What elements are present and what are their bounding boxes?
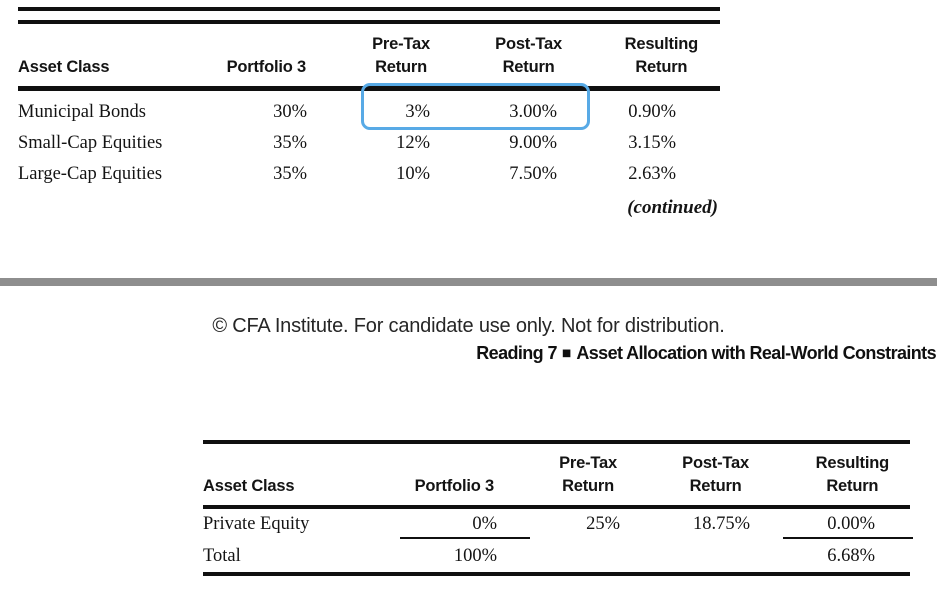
table-cell: 25% (586, 514, 620, 534)
table-cell: 12% (396, 133, 430, 153)
column-header-pre-tax-return (505, 452, 628, 505)
table-cell: 18.75% (692, 514, 750, 534)
column-header-asset-class (18, 56, 210, 86)
header-label: Return (502, 58, 555, 76)
table-cell: Total (203, 545, 241, 566)
table-top-rule-1 (18, 7, 720, 11)
header-label: Return (689, 477, 742, 495)
table-cell: 0% (472, 514, 497, 534)
table-cell: 30% (273, 102, 307, 122)
table-row-private-equity (203, 509, 910, 540)
header-label: Post-Tax (682, 454, 749, 472)
column-header-portfolio-3 (410, 475, 505, 505)
table-row-total (203, 540, 910, 572)
reading-number: Reading 7 (476, 343, 557, 363)
table-cell: Private Equity (203, 514, 310, 534)
column-header-asset-class (203, 475, 410, 505)
column-header-pre-tax-return (312, 33, 435, 86)
subtotal-rule-resulting (783, 537, 913, 539)
column-header-resulting-return (562, 33, 720, 86)
table-cell: 3.15% (628, 133, 676, 153)
continued-label: (continued) (627, 197, 718, 218)
table-cell: Municipal Bonds (18, 102, 146, 122)
header-label: Portfolio 3 (414, 477, 494, 495)
table-cell: 9.00% (509, 133, 557, 153)
square-bullet-icon: ■ (561, 348, 572, 359)
table-row-small-cap-equities (18, 128, 720, 159)
header-label: Return (826, 477, 879, 495)
bottom-table (203, 437, 910, 582)
table-cell: 100% (453, 545, 497, 566)
table-cell: 3% (405, 102, 430, 122)
header-label: Post-Tax (495, 35, 562, 53)
highlight-box (361, 83, 590, 130)
column-header-resulting-return (758, 452, 910, 505)
column-header-post-tax-return (628, 452, 758, 505)
bottom-table-header-row (203, 444, 910, 505)
table-cell: 6.68% (827, 545, 875, 566)
header-label: Asset Class (18, 58, 110, 76)
table-cell: 7.50% (509, 164, 557, 184)
table-cell: 0.90% (628, 102, 676, 122)
table-bottom-rule (203, 572, 910, 576)
header-label: Pre-Tax (559, 454, 617, 472)
page-divider (0, 278, 937, 286)
reading-header (476, 343, 936, 364)
column-header-portfolio-3 (210, 56, 312, 86)
subtotal-rule-portfolio (400, 537, 530, 539)
header-label: Return (635, 58, 688, 76)
table-cell: 10% (396, 164, 430, 184)
header-label: Resulting (624, 35, 698, 53)
header-label: Return (562, 477, 615, 495)
top-table-header-row (18, 24, 720, 86)
table-cell: Large-Cap Equities (18, 164, 163, 184)
header-label: Portfolio 3 (226, 58, 306, 76)
header-label: Resulting (815, 454, 889, 472)
table-row-large-cap-equities (18, 159, 720, 190)
table-cell: Small-Cap Equities (18, 133, 163, 153)
column-header-post-tax-return (435, 33, 562, 86)
table-cell: 35% (273, 164, 307, 184)
table-cell: 2.63% (628, 164, 676, 184)
header-label: Pre-Tax (372, 35, 430, 53)
table-cell: 35% (273, 133, 307, 153)
header-label: Return (375, 58, 428, 76)
header-label: Asset Class (203, 477, 295, 495)
table-cell: 3.00% (509, 102, 557, 122)
copyright-notice: © CFA Institute. For candidate use only. Not for distribution. (212, 315, 725, 337)
reading-title: Asset Allocation with Real-World Constraints (576, 343, 936, 363)
table-cell: 0.00% (827, 514, 875, 534)
